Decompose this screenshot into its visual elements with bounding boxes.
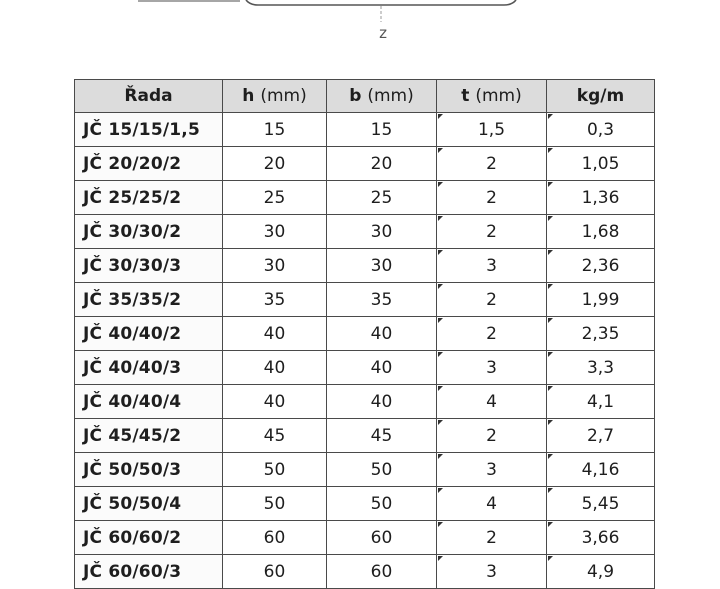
header-h: [223, 80, 327, 113]
cell-b: 45: [327, 419, 437, 453]
cell-rada: JČ 60/60/3: [75, 555, 223, 589]
cell-t: 2: [437, 215, 547, 249]
cell-kgm: 1,36: [547, 181, 655, 215]
profile-table: [74, 79, 655, 589]
cell-b: 20: [327, 147, 437, 181]
cell-b: 60: [327, 521, 437, 555]
cell-t: 4: [437, 487, 547, 521]
cell-kgm: 5,45: [547, 487, 655, 521]
header-b: [327, 80, 437, 113]
cell-rada: JČ 15/15/1,5: [75, 113, 223, 147]
cell-t: 2: [437, 181, 547, 215]
cell-rada: JČ 30/30/2: [75, 215, 223, 249]
cell-h: 30: [223, 249, 327, 283]
cell-kgm: 4,16: [547, 453, 655, 487]
cell-kgm: 1,68: [547, 215, 655, 249]
cell-rada: JČ 40/40/2: [75, 317, 223, 351]
cell-t: 1,5: [437, 113, 547, 147]
header-rada-text: Řada: [124, 86, 173, 106]
cell-t: 3: [437, 351, 547, 385]
header-t-symbol: t: [461, 86, 470, 106]
profile-outline: [246, 0, 516, 5]
cell-b: 40: [327, 317, 437, 351]
table-row: [75, 521, 655, 555]
cell-kgm: 3,3: [547, 351, 655, 385]
cell-h: 40: [223, 317, 327, 351]
table-row: [75, 249, 655, 283]
cell-rada: JČ 30/30/3: [75, 249, 223, 283]
cell-kgm: 1,05: [547, 147, 655, 181]
cell-t: 2: [437, 419, 547, 453]
header-rada: [75, 80, 223, 113]
table-row: [75, 215, 655, 249]
cell-rada: JČ 40/40/3: [75, 351, 223, 385]
profile-table-container: [74, 79, 654, 589]
cell-kgm: 0,3: [547, 113, 655, 147]
cell-kgm: 2,36: [547, 249, 655, 283]
table-row: [75, 317, 655, 351]
cell-kgm: 4,9: [547, 555, 655, 589]
table-row: [75, 453, 655, 487]
cell-h: 60: [223, 555, 327, 589]
cell-rada: JČ 60/60/2: [75, 521, 223, 555]
table-row: [75, 385, 655, 419]
cell-rada: JČ 20/20/2: [75, 147, 223, 181]
table-body: [75, 113, 655, 589]
cell-h: 30: [223, 215, 327, 249]
cell-kgm: 2,7: [547, 419, 655, 453]
cell-b: 30: [327, 215, 437, 249]
cell-b: 60: [327, 555, 437, 589]
cell-rada: JČ 40/40/4: [75, 385, 223, 419]
table-row: [75, 147, 655, 181]
table-row: [75, 113, 655, 147]
table-row: [75, 351, 655, 385]
table-row: [75, 487, 655, 521]
cell-b: 25: [327, 181, 437, 215]
cell-h: 25: [223, 181, 327, 215]
header-t-unit: (mm): [475, 86, 522, 106]
table-header: [75, 80, 655, 113]
cell-b: 50: [327, 453, 437, 487]
header-h-unit: (mm): [260, 86, 307, 106]
cell-h: 50: [223, 487, 327, 521]
cell-kgm: 1,99: [547, 283, 655, 317]
cell-b: 40: [327, 385, 437, 419]
cell-h: 35: [223, 283, 327, 317]
cell-rada: JČ 50/50/3: [75, 453, 223, 487]
cell-h: 20: [223, 147, 327, 181]
cell-t: 3: [437, 453, 547, 487]
z-axis-label: z: [379, 24, 387, 42]
cell-b: 40: [327, 351, 437, 385]
header-kgm: [547, 80, 655, 113]
cell-t: 2: [437, 317, 547, 351]
table-row: [75, 181, 655, 215]
table-row: [75, 283, 655, 317]
cell-b: 15: [327, 113, 437, 147]
cell-t: 3: [437, 249, 547, 283]
cell-h: 40: [223, 385, 327, 419]
cell-t: 4: [437, 385, 547, 419]
cell-t: 2: [437, 521, 547, 555]
cell-h: 45: [223, 419, 327, 453]
header-b-symbol: b: [349, 86, 362, 106]
cell-h: 15: [223, 113, 327, 147]
cell-b: 35: [327, 283, 437, 317]
cell-t: 2: [437, 283, 547, 317]
cell-kgm: 4,1: [547, 385, 655, 419]
cell-kgm: 3,66: [547, 521, 655, 555]
cell-kgm: 2,35: [547, 317, 655, 351]
cell-h: 50: [223, 453, 327, 487]
profile-diagram: [0, 0, 720, 60]
cell-rada: JČ 45/45/2: [75, 419, 223, 453]
header-kgm-text: kg/m: [576, 86, 625, 106]
table-row: [75, 419, 655, 453]
header-row: [75, 80, 655, 113]
cell-h: 60: [223, 521, 327, 555]
profile-diagram-drawing: [0, 0, 720, 60]
cell-b: 30: [327, 249, 437, 283]
cell-t: 3: [437, 555, 547, 589]
cell-t: 2: [437, 147, 547, 181]
cell-rada: JČ 50/50/4: [75, 487, 223, 521]
cell-rada: JČ 25/25/2: [75, 181, 223, 215]
cell-h: 40: [223, 351, 327, 385]
table-row: [75, 555, 655, 589]
cell-rada: JČ 35/35/2: [75, 283, 223, 317]
header-t: [437, 80, 547, 113]
header-b-unit: (mm): [367, 86, 414, 106]
cell-b: 50: [327, 487, 437, 521]
header-h-symbol: h: [242, 86, 255, 106]
